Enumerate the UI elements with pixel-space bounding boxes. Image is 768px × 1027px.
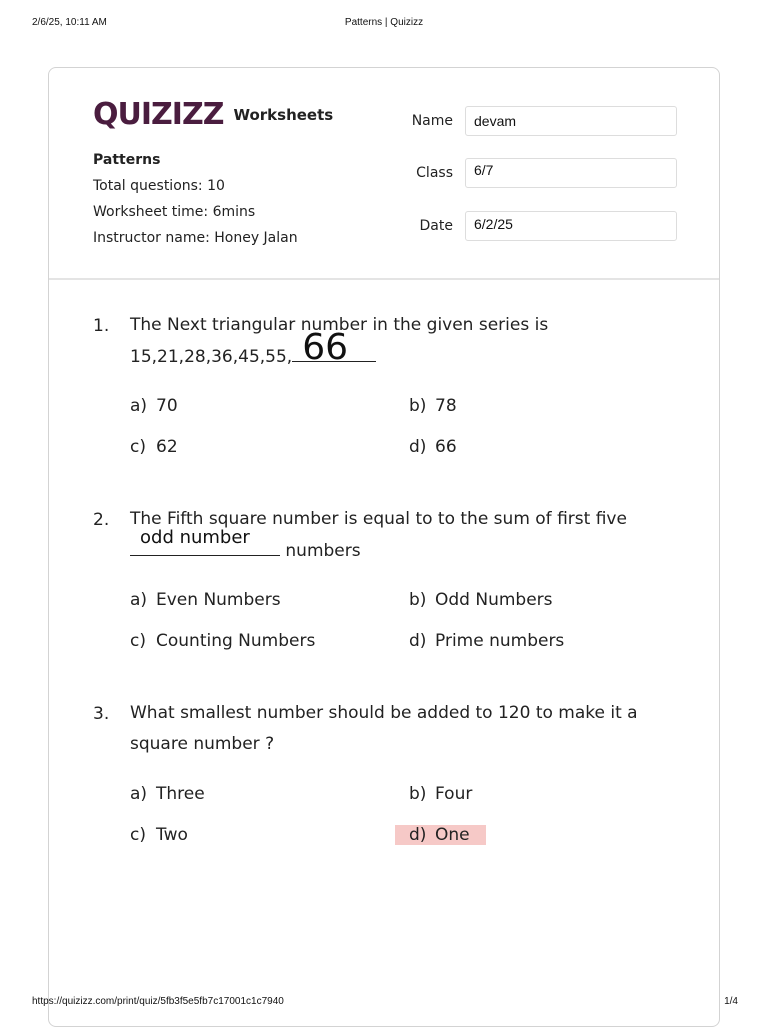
class-label: Class — [416, 165, 453, 181]
print-url[interactable]: https://quizizz.com/print/quiz/5fb3f5e5fb7c17001c1c7940 — [32, 996, 284, 1007]
date-label: Date — [419, 218, 453, 234]
print-datetime: 2/6/25, 10:11 AM — [32, 17, 107, 28]
class-field[interactable]: 6/7 — [465, 158, 677, 188]
question-text — [130, 310, 670, 373]
worksheet-time: Worksheet time: 6mins — [93, 204, 256, 220]
option-d[interactable]: d) 66 — [409, 437, 457, 457]
option-d-highlighted[interactable] — [409, 825, 486, 845]
handwritten-answer: 66 — [302, 327, 349, 368]
print-page-title: Patterns | Quizizz — [344, 17, 424, 28]
logo-wordmark: QUIZIZZ — [93, 96, 224, 132]
question-number: 2. — [93, 510, 110, 530]
question-number: 1. — [93, 316, 110, 336]
worksheet-header — [49, 68, 719, 280]
option-b[interactable]: b) Four — [409, 784, 473, 804]
option-d[interactable]: d) Prime numbers — [409, 631, 565, 651]
answer-blank[interactable] — [292, 327, 376, 368]
handwritten-answer: odd number — [140, 527, 250, 548]
option-c[interactable]: c) 62 — [130, 437, 178, 457]
question-text — [130, 698, 670, 760]
question-text-line: numbers — [285, 541, 361, 561]
logo-subtitle: Worksheets — [233, 106, 334, 124]
quizizz-logo — [93, 96, 333, 132]
question-text-line: The Fifth square number is equal to to the sum of first five — [130, 509, 627, 529]
date-field[interactable]: 6/2/25 — [465, 211, 677, 241]
question-text-line: What smallest number should be added to 120 to make it a — [130, 703, 638, 723]
total-questions: Total questions: 10 — [93, 178, 225, 194]
worksheet-title: Patterns — [93, 152, 161, 168]
option-a[interactable]: a) Three — [130, 784, 205, 804]
option-c[interactable]: c) Two — [130, 825, 188, 845]
option-b[interactable]: b) Odd Numbers — [409, 590, 553, 610]
question-number: 3. — [93, 704, 110, 724]
question-text-line: The Next triangular number in the given series is — [130, 315, 549, 335]
print-page-number: 1/4 — [724, 996, 738, 1007]
answer-blank[interactable] — [130, 527, 280, 556]
name-field[interactable]: devam — [465, 106, 677, 136]
worksheet-card — [48, 67, 720, 1027]
question-text — [130, 504, 670, 567]
name-label: Name — [411, 113, 453, 129]
question-text-line: square number ? — [130, 734, 275, 754]
instructor-name: Instructor name: Honey Jalan — [93, 230, 298, 246]
option-a[interactable]: a) 70 — [130, 396, 178, 416]
option-c[interactable]: c) Counting Numbers — [130, 631, 316, 651]
question-text-line: 15,21,28,36,45,55, — [130, 347, 293, 367]
option-a[interactable]: a) Even Numbers — [130, 590, 281, 610]
option-b[interactable]: b) 78 — [409, 396, 457, 416]
answer-highlight: d) One — [395, 825, 486, 845]
